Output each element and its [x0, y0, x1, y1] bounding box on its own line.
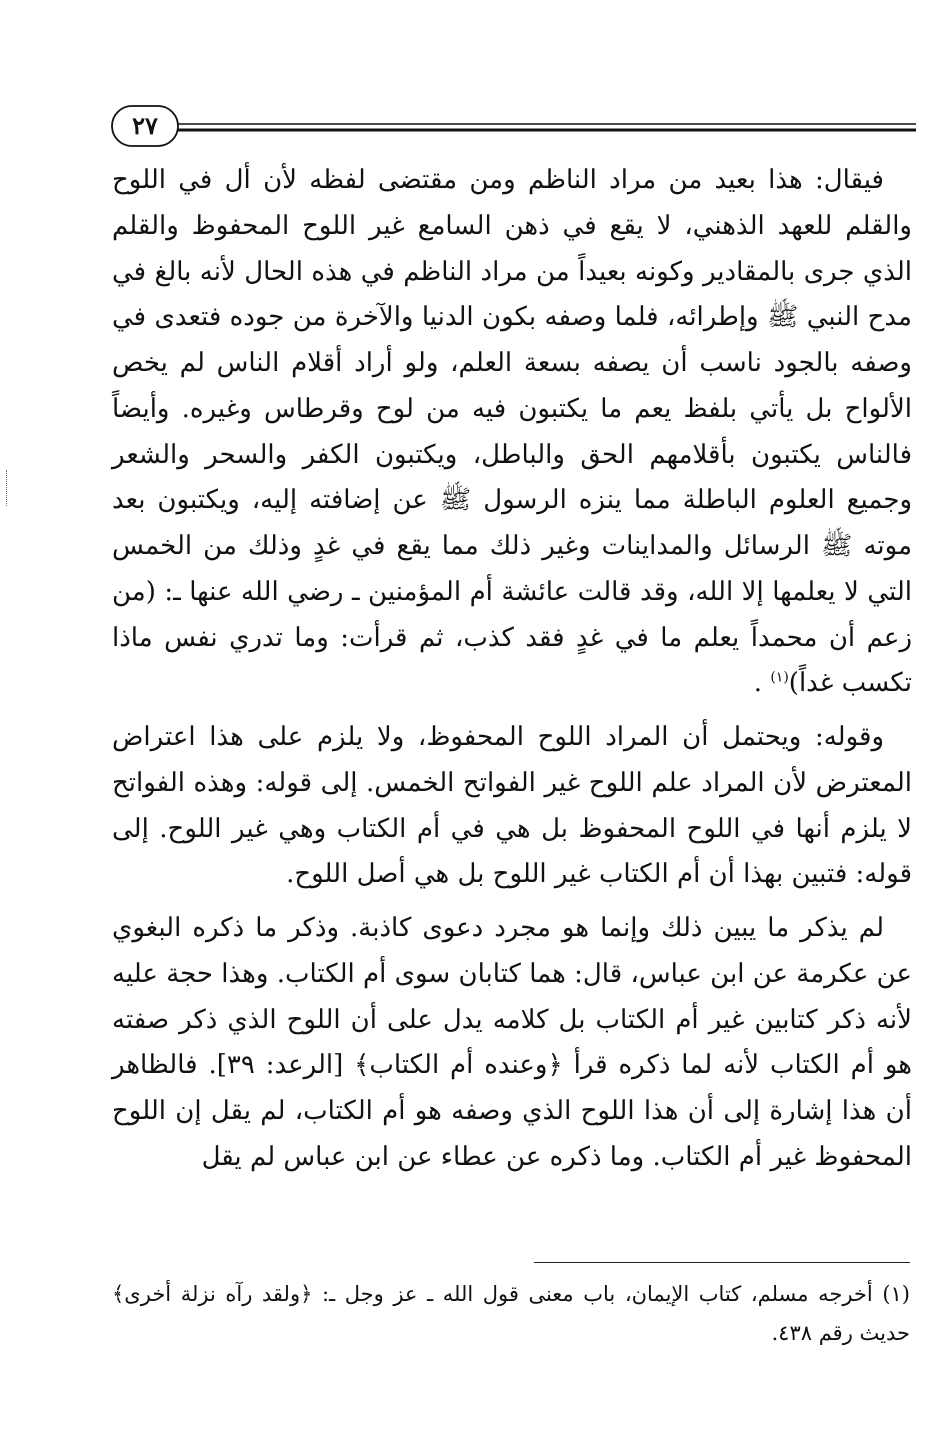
main-text: [112, 158, 912, 1189]
footnote: (١) أخرجه مسلم، كتاب الإيمان، باب معنى قول الله ـ عز وجل ـ: ﴿ولقد رآه نزلة أخرى﴾ حديث رقم ٤٣٨.: [112, 1282, 910, 1345]
footnote-divider: [534, 1262, 910, 1263]
page-header: [108, 100, 916, 156]
margin-mark: [6, 470, 9, 506]
paragraph-1-end: .: [753, 668, 763, 699]
paragraph-1-text: فيقال: هذا بعيد من مراد الناظم ومن مقتضى لفظه لأن أل في اللوح والقلم للعهد الذهني، لا يقع في ذهن السامع غير اللوح المحفوظ والقلم الذي جرى بالمقادير وكونه بعيداً من مراد الناظم في هذه الحال لأنه بالغ في مدح النبي ﷺ وإطرائه، فلما وصفه بكون الدنيا والآخرة من جوده فتعدى في وصفه بالجود ناسب أن يصفه بسعة العلم، ولو أراد أقلام الناس لم يخص الألواح بل يأتي بلفظ يعم ما يكتبون فيه من لوح وقرطاس وغيره. وأيضاً فالناس يكتبون بأقلامهم الحق والباطل، ويكتبون الكفر والسحر والشعر وجميع العلوم الباطلة مما ينزه الرسول ﷺ عن إضافته إليه، ويكتبون بعد موته ﷺ الرسائل والمداينات وغير ذلك مما يقع في غدٍ وذلك من الخمس التي لا يعلمها إلا الله، وقد قالت عائشة أم المؤمنين ـ رضي الله عنها ـ: (من زعم أن محمداً يعلم ما في غدٍ فقد كذب، ثم قرأت: وما تدري نفس ماذا تكسب غداً): [112, 165, 912, 699]
header-ornament: [108, 100, 916, 156]
footnote-reference: (١): [770, 669, 789, 686]
paragraph-1: [112, 158, 912, 707]
paragraph-2: وقوله: ويحتمل أن المراد اللوح المحفوظ، ولا يلزم على هذا اعتراض المعترض لأن المراد علم اللوح غير الفواتح الخمس. إلى قوله: وهذه الفواتح لا يلزم أنها في اللوح المحفوظ بل هي في أم الكتاب وهي غير اللوح. إلى قوله: فتبين بهذا أن أم الكتاب غير اللوح بل هي أصل اللوح.: [112, 722, 912, 890]
page-number: ٢٧: [132, 111, 158, 140]
paragraph-3: لم يذكر ما يبين ذلك وإنما هو مجرد دعوى كاذبة. وذكر ما ذكره البغوي عن عكرمة عن ابن عباس، قال: هما كتابان سوى أم الكتاب. وهذا حجة عليه لأنه ذكر كتابين غير أم الكتاب بل كلامه يدل على أن اللوح الذي ذكر صفته هو أم الكتاب لأنه لما ذكره قرأ ﴿وعنده أم الكتاب﴾ [الرعد: ٣٩]. فالظاهر أن هذا إشارة إلى أن هذا اللوح الذي وصفه هو أم الكتاب، لم يقل إن اللوح المحفوظ غير أم الكتاب. وما ذكره عن عطاء عن ابن عباس لم يقل: [112, 913, 912, 1172]
